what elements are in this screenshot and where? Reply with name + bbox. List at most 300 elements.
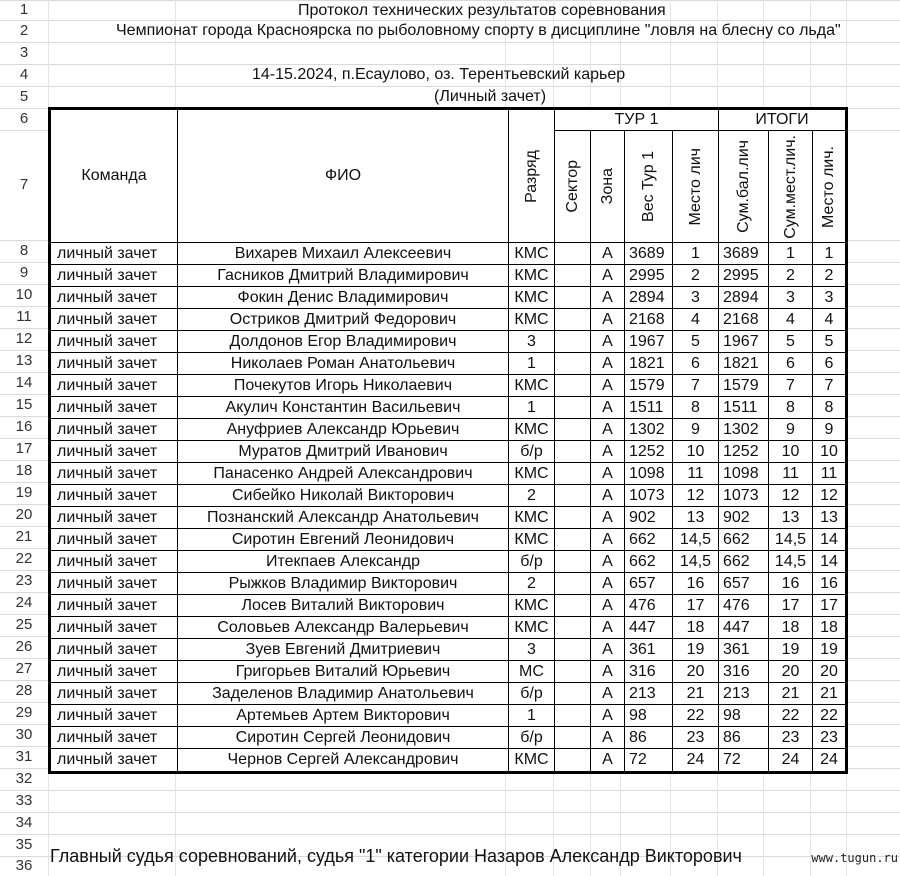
cell-fio[interactable]: Панасенко Андрей Александрович <box>178 463 509 485</box>
cell-fio[interactable]: Чернов Сергей Александрович <box>178 749 509 771</box>
row-number[interactable]: 24 <box>15 594 33 611</box>
cell-fio[interactable]: Артемьев Артем Викторович <box>178 705 509 727</box>
cell-place[interactable]: 8 <box>673 397 719 419</box>
cell-zone[interactable]: А <box>591 727 625 749</box>
cell-fio[interactable]: Сибейко Николай Викторович <box>178 485 509 507</box>
table-row <box>51 375 845 397</box>
cell-place[interactable]: 13 <box>673 507 719 529</box>
cell-team[interactable]: личный зачет <box>51 441 178 463</box>
cell-sum-places[interactable]: 23 <box>769 727 813 749</box>
table-row <box>51 265 845 287</box>
cell-fio[interactable]: Познанский Александр Анатольевич <box>178 507 509 529</box>
row-number[interactable]: 19 <box>15 484 33 501</box>
cell-team[interactable]: личный зачет <box>51 397 178 419</box>
cell-sum-points[interactable]: 476 <box>719 595 769 617</box>
cell-place[interactable]: 20 <box>673 661 719 683</box>
cell-fio[interactable]: Почекутов Игорь Николаевич <box>178 375 509 397</box>
row-number[interactable]: 3 <box>19 44 29 61</box>
cell-rank[interactable]: 3 <box>509 331 555 353</box>
cell-sector[interactable] <box>555 529 591 551</box>
cell-final[interactable]: 19 <box>813 639 845 661</box>
cell-team[interactable]: личный зачет <box>51 551 178 573</box>
cell-place[interactable]: 3 <box>673 287 719 309</box>
cell-final[interactable]: 10 <box>813 441 845 463</box>
cell-sum-places[interactable]: 13 <box>769 507 813 529</box>
cell-final[interactable]: 21 <box>813 683 845 705</box>
table-row <box>51 573 845 595</box>
cell-sum-places[interactable]: 3 <box>769 287 813 309</box>
cell-sum-points[interactable]: 1821 <box>719 353 769 375</box>
cell-sum-places[interactable]: 4 <box>769 309 813 331</box>
cell-final[interactable]: 16 <box>813 573 845 595</box>
row-number[interactable]: 33 <box>15 792 33 809</box>
cell-sum-points[interactable]: 1579 <box>719 375 769 397</box>
gridline-row <box>0 812 900 813</box>
cell-sum-points[interactable]: 657 <box>719 573 769 595</box>
cell-place[interactable]: 5 <box>673 331 719 353</box>
watermark: www.tugun.ru <box>811 851 898 865</box>
cell-rank[interactable]: КМС <box>509 463 555 485</box>
cell-team[interactable]: личный зачет <box>51 309 178 331</box>
cell-sum-points[interactable]: 2894 <box>719 287 769 309</box>
cell-sum-points[interactable]: 3689 <box>719 243 769 265</box>
cell-place[interactable]: 22 <box>673 705 719 727</box>
cell-fio[interactable]: Соловьев Александр Валерьевич <box>178 617 509 639</box>
cell-final[interactable]: 14 <box>813 529 845 551</box>
cell-sum-points[interactable]: 86 <box>719 727 769 749</box>
cell-weight[interactable]: 662 <box>625 529 673 551</box>
cell-rank[interactable]: КМС <box>509 749 555 771</box>
header-final-place: Место лич. <box>813 131 845 243</box>
cell-sum-places[interactable]: 12 <box>769 485 813 507</box>
row-number[interactable]: 27 <box>15 660 33 677</box>
cell-weight[interactable]: 1098 <box>625 463 673 485</box>
cell-final[interactable]: 18 <box>813 617 845 639</box>
cell-sum-points[interactable]: 1302 <box>719 419 769 441</box>
row-number[interactable]: 23 <box>15 572 33 589</box>
row-number[interactable]: 17 <box>15 440 33 457</box>
cell-place[interactable]: 6 <box>673 353 719 375</box>
cell-sum-places[interactable]: 24 <box>769 749 813 771</box>
row-number[interactable]: 22 <box>15 550 33 567</box>
cell-sector[interactable] <box>555 573 591 595</box>
cell-sector[interactable] <box>555 683 591 705</box>
header-fio: ФИО <box>178 110 509 243</box>
cell-rank[interactable]: КМС <box>509 507 555 529</box>
cell-rank[interactable]: КМС <box>509 529 555 551</box>
cell-rank[interactable]: КМС <box>509 617 555 639</box>
cell-final[interactable]: 3 <box>813 287 845 309</box>
cell-rank[interactable]: б/р <box>509 441 555 463</box>
header-place: Место лич <box>673 131 719 243</box>
cell-weight[interactable]: 662 <box>625 551 673 573</box>
cell-sector[interactable] <box>555 661 591 683</box>
cell-zone[interactable]: А <box>591 353 625 375</box>
row-number[interactable]: 32 <box>15 770 33 787</box>
cell-fio[interactable]: Акулич Константин Васильевич <box>178 397 509 419</box>
cell-sector[interactable] <box>555 331 591 353</box>
cell-team[interactable]: личный зачет <box>51 419 178 441</box>
row-number[interactable]: 13 <box>15 352 33 369</box>
cell-sum-places[interactable]: 2 <box>769 265 813 287</box>
cell-weight[interactable]: 2995 <box>625 265 673 287</box>
cell-rank[interactable]: 2 <box>509 485 555 507</box>
cell-zone[interactable]: А <box>591 529 625 551</box>
cell-weight[interactable]: 1073 <box>625 485 673 507</box>
cell-sector[interactable] <box>555 749 591 771</box>
cell-fio[interactable]: Заделенов Владимир Анатольевич <box>178 683 509 705</box>
row-number[interactable]: 6 <box>19 110 29 127</box>
row-number[interactable]: 36 <box>15 857 33 874</box>
cell-rank[interactable]: 1 <box>509 705 555 727</box>
cell-sum-places[interactable]: 20 <box>769 661 813 683</box>
cell-sector[interactable] <box>555 309 591 331</box>
cell-zone[interactable]: А <box>591 617 625 639</box>
row-number[interactable]: 9 <box>19 264 29 281</box>
cell-sector[interactable] <box>555 485 591 507</box>
cell-zone[interactable]: А <box>591 419 625 441</box>
cell-zone[interactable]: А <box>591 287 625 309</box>
cell-weight[interactable]: 1252 <box>625 441 673 463</box>
cell-place[interactable]: 11 <box>673 463 719 485</box>
cell-sum-points[interactable]: 1967 <box>719 331 769 353</box>
cell-rank[interactable]: 1 <box>509 397 555 419</box>
cell-final[interactable]: 17 <box>813 595 845 617</box>
cell-place[interactable]: 10 <box>673 441 719 463</box>
cell-sum-points[interactable]: 1098 <box>719 463 769 485</box>
cell-fio[interactable]: Рыжков Владимир Викторович <box>178 573 509 595</box>
cell-weight[interactable]: 213 <box>625 683 673 705</box>
cell-fio[interactable]: Лосев Виталий Викторович <box>178 595 509 617</box>
cell-rank[interactable]: 2 <box>509 573 555 595</box>
header-group-itogi: ИТОГИ <box>719 110 845 131</box>
row-number[interactable]: 25 <box>15 616 33 633</box>
cell-fio[interactable]: Зуев Евгений Дмитриевич <box>178 639 509 661</box>
cell-fio[interactable]: Ануфриев Александр Юрьевич <box>178 419 509 441</box>
cell-zone[interactable]: А <box>591 463 625 485</box>
row-number[interactable]: 21 <box>15 528 33 545</box>
cell-rank[interactable]: 3 <box>509 639 555 661</box>
cell-fio[interactable]: Итекпаев Александр <box>178 551 509 573</box>
cell-sector[interactable] <box>555 617 591 639</box>
cell-team[interactable]: личный зачет <box>51 507 178 529</box>
cell-rank[interactable]: КМС <box>509 419 555 441</box>
row-number[interactable]: 10 <box>15 286 33 303</box>
row-number[interactable]: 31 <box>15 748 33 765</box>
cell-weight[interactable]: 657 <box>625 573 673 595</box>
cell-team[interactable]: личный зачет <box>51 727 178 749</box>
cell-final[interactable]: 7 <box>813 375 845 397</box>
cell-sum-places[interactable]: 8 <box>769 397 813 419</box>
cell-weight[interactable]: 361 <box>625 639 673 661</box>
cell-team[interactable]: личный зачет <box>51 243 178 265</box>
cell-zone[interactable]: А <box>591 683 625 705</box>
cell-place[interactable]: 4 <box>673 309 719 331</box>
cell-sum-points[interactable]: 902 <box>719 507 769 529</box>
cell-final[interactable]: 11 <box>813 463 845 485</box>
cell-fio[interactable]: Остриков Дмитрий Федорович <box>178 309 509 331</box>
cell-rank[interactable]: КМС <box>509 287 555 309</box>
cell-sector[interactable] <box>555 243 591 265</box>
cell-zone[interactable]: А <box>591 595 625 617</box>
header-team: Команда <box>51 110 178 243</box>
cell-place[interactable]: 21 <box>673 683 719 705</box>
row-number[interactable]: 11 <box>16 308 32 325</box>
cell-fio[interactable]: Муратов Дмитрий Иванович <box>178 441 509 463</box>
cell-final[interactable]: 20 <box>813 661 845 683</box>
cell-final[interactable]: 12 <box>813 485 845 507</box>
cell-weight[interactable]: 98 <box>625 705 673 727</box>
cell-sector[interactable] <box>555 551 591 573</box>
row-number[interactable]: 34 <box>15 814 33 831</box>
cell-zone[interactable]: А <box>591 441 625 463</box>
cell-fio[interactable]: Николаев Роман Анатольевич <box>178 353 509 375</box>
row-number[interactable]: 8 <box>19 242 29 259</box>
cell-team[interactable]: личный зачет <box>51 705 178 727</box>
cell-zone[interactable]: А <box>591 507 625 529</box>
row-number[interactable]: 20 <box>15 506 33 523</box>
table-row <box>51 243 845 265</box>
cell-weight[interactable]: 3689 <box>625 243 673 265</box>
cell-final[interactable]: 24 <box>820 751 838 768</box>
cell-sum-places[interactable]: 5 <box>769 331 813 353</box>
cell-place[interactable]: 17 <box>673 595 719 617</box>
cell-team[interactable]: личный зачет <box>51 749 178 771</box>
cell-weight[interactable]: 72 <box>625 749 673 771</box>
table-row <box>51 397 845 419</box>
cell-sum-points[interactable]: 1073 <box>719 485 769 507</box>
cell-sum-places[interactable]: 21 <box>769 683 813 705</box>
cell-rank[interactable]: МС <box>509 661 555 683</box>
row-number[interactable]: 12 <box>15 330 33 347</box>
cell-sum-points[interactable]: 72 <box>719 749 769 771</box>
cell-team[interactable]: личный зачет <box>51 573 178 595</box>
cell-weight[interactable]: 1821 <box>625 353 673 375</box>
row-number[interactable]: 4 <box>19 66 29 83</box>
cell-final[interactable]: 2 <box>813 265 845 287</box>
header-rank: Разряд <box>509 110 555 243</box>
cell-sector[interactable] <box>555 287 591 309</box>
cell-sector[interactable] <box>555 419 591 441</box>
cell-weight[interactable]: 86 <box>625 727 673 749</box>
cell-zone[interactable]: А <box>591 705 625 727</box>
cell-team[interactable]: личный зачет <box>51 661 178 683</box>
row-number[interactable]: 30 <box>15 726 33 743</box>
cell-team[interactable]: личный зачет <box>51 331 178 353</box>
cell-place[interactable]: 18 <box>673 617 719 639</box>
cell-sector[interactable] <box>555 595 591 617</box>
cell-final[interactable]: 23 <box>813 727 845 749</box>
table-row <box>51 551 845 573</box>
cell-sum-places[interactable]: 14,5 <box>769 551 813 573</box>
cell-sum-points[interactable]: 361 <box>719 639 769 661</box>
cell-sum-places[interactable]: 18 <box>769 617 813 639</box>
cell-team[interactable]: личный зачет <box>51 463 178 485</box>
cell-final[interactable]: 4 <box>813 309 845 331</box>
cell-zone[interactable]: А <box>591 243 625 265</box>
cell-sum-points[interactable]: 447 <box>719 617 769 639</box>
cell-team[interactable]: личный зачет <box>51 595 178 617</box>
cell-fio[interactable]: Долдонов Егор Владимирович <box>178 331 509 353</box>
cell-sector[interactable] <box>555 705 591 727</box>
cell-sector[interactable] <box>555 397 591 419</box>
cell-final[interactable]: 22 <box>813 705 845 727</box>
header-sector: Сектор <box>555 131 591 243</box>
row-number[interactable]: 14 <box>15 374 33 391</box>
cell-sum-places[interactable]: 14,5 <box>769 529 813 551</box>
row-number[interactable]: 7 <box>19 176 29 193</box>
cell-sum-points[interactable]: 316 <box>719 661 769 683</box>
cell-rank[interactable]: б/р <box>509 727 555 749</box>
row-number[interactable]: 5 <box>19 88 29 105</box>
cell-sum-places[interactable]: 10 <box>769 441 813 463</box>
cell-sum-points[interactable]: 2995 <box>719 265 769 287</box>
cell-fio[interactable]: Вихарев Михаил Алексеевич <box>178 243 509 265</box>
cell-place[interactable]: 1 <box>673 243 719 265</box>
header-sum-points: Сум.бал.лич <box>719 131 769 243</box>
cell-sum-places[interactable]: 17 <box>769 595 813 617</box>
cell-zone[interactable]: А <box>591 309 625 331</box>
cell-zone[interactable]: А <box>591 331 625 353</box>
cell-sum-places[interactable]: 19 <box>769 639 813 661</box>
cell-final[interactable]: 9 <box>813 419 845 441</box>
cell-zone[interactable]: А <box>591 375 625 397</box>
cell-rank[interactable]: КМС <box>509 265 555 287</box>
cell-rank[interactable]: КМС <box>509 243 555 265</box>
cell-sector[interactable] <box>555 265 591 287</box>
cell-sum-places[interactable]: 22 <box>769 705 813 727</box>
cell-place[interactable]: 16 <box>673 573 719 595</box>
row-number[interactable]: 18 <box>15 462 33 479</box>
cell-rank[interactable]: КМС <box>509 375 555 397</box>
cell-sum-places[interactable]: 1 <box>769 243 813 265</box>
cell-team[interactable]: личный зачет <box>51 375 178 397</box>
cell-team[interactable]: личный зачет <box>51 353 178 375</box>
cell-place[interactable]: 24 <box>673 749 719 771</box>
cell-zone[interactable]: А <box>591 265 625 287</box>
cell-place[interactable]: 14,5 <box>673 551 719 573</box>
row-number[interactable]: 1 <box>19 1 29 18</box>
cell-weight[interactable]: 2894 <box>625 287 673 309</box>
cell-sum-points[interactable]: 1511 <box>719 397 769 419</box>
event-date-place: 14-15.2024, п.Есаулово, оз. Терентьевский карьер <box>252 66 626 83</box>
cell-place[interactable]: 23 <box>673 727 719 749</box>
cell-fio[interactable]: Сиротин Сергей Леонидович <box>178 727 509 749</box>
cell-team[interactable]: личный зачет <box>51 529 178 551</box>
table-row <box>51 705 845 727</box>
cell-place[interactable]: 2 <box>673 265 719 287</box>
cell-team[interactable]: личный зачет <box>51 683 178 705</box>
row-number[interactable]: 2 <box>19 22 29 39</box>
cell-weight[interactable]: 476 <box>625 595 673 617</box>
cell-final[interactable]: 5 <box>813 331 845 353</box>
row-number[interactable]: 16 <box>15 418 33 435</box>
cell-sum-points[interactable]: 2168 <box>719 309 769 331</box>
cell-weight[interactable]: 1302 <box>625 419 673 441</box>
cell-sum-places[interactable]: 9 <box>769 419 813 441</box>
table-row <box>51 331 845 353</box>
cell-sum-points[interactable]: 1252 <box>719 441 769 463</box>
cell-rank[interactable]: КМС <box>509 309 555 331</box>
cell-place[interactable]: 7 <box>673 375 719 397</box>
cell-sector[interactable] <box>555 727 591 749</box>
cell-team[interactable]: личный зачет <box>51 639 178 661</box>
cell-place[interactable]: 12 <box>673 485 719 507</box>
cell-sector[interactable] <box>555 639 591 661</box>
cell-weight[interactable]: 316 <box>625 661 673 683</box>
table-row <box>51 441 845 463</box>
cell-team[interactable]: личный зачет <box>51 287 178 309</box>
protocol-title: Протокол технических результатов соревнования <box>298 2 666 19</box>
cell-zone[interactable]: А <box>591 485 625 507</box>
cell-final[interactable]: 14 <box>813 551 845 573</box>
cell-weight[interactable]: 1511 <box>625 397 673 419</box>
row-number[interactable]: 35 <box>15 836 33 853</box>
cell-sector[interactable] <box>555 353 591 375</box>
row-number[interactable]: 26 <box>15 638 33 655</box>
cell-weight[interactable]: 1579 <box>625 375 673 397</box>
cell-team[interactable]: личный зачет <box>51 485 178 507</box>
cell-sum-points[interactable]: 98 <box>719 705 769 727</box>
cell-fio[interactable]: Фокин Денис Владимирович <box>178 287 509 309</box>
cell-place[interactable]: 14,5 <box>673 529 719 551</box>
cell-team[interactable]: личный зачет <box>51 617 178 639</box>
championship-title: Чемпионат города Красноярска по рыболовному спорту в дисциплине "ловля на блесну со льда" <box>116 22 841 39</box>
cell-sum-places[interactable]: 11 <box>769 463 813 485</box>
row-number[interactable]: 28 <box>15 682 33 699</box>
cell-weight[interactable]: 2168 <box>625 309 673 331</box>
cell-zone[interactable]: А <box>591 573 625 595</box>
cell-zone[interactable]: А <box>591 551 625 573</box>
cell-final[interactable]: 8 <box>813 397 845 419</box>
cell-zone[interactable]: А <box>591 639 625 661</box>
row-number[interactable]: 15 <box>15 396 33 413</box>
cell-rank[interactable]: б/р <box>509 683 555 705</box>
cell-sum-places[interactable]: 6 <box>769 353 813 375</box>
cell-sector[interactable] <box>555 463 591 485</box>
cell-weight[interactable]: 447 <box>625 617 673 639</box>
cell-final[interactable]: 1 <box>813 243 845 265</box>
cell-fio[interactable]: Григорьев Виталий Юрьевич <box>178 661 509 683</box>
cell-rank[interactable]: КМС <box>509 595 555 617</box>
cell-sum-places[interactable]: 7 <box>769 375 813 397</box>
cell-fio[interactable]: Сиротин Евгений Леонидович <box>178 529 509 551</box>
cell-sum-places[interactable]: 16 <box>769 573 813 595</box>
cell-fio[interactable]: Гасников Дмитрий Владимирович <box>178 265 509 287</box>
cell-final[interactable]: 6 <box>813 353 845 375</box>
table-row <box>51 309 845 331</box>
cell-zone[interactable]: А <box>591 397 625 419</box>
cell-rank[interactable]: 1 <box>509 353 555 375</box>
cell-team[interactable]: личный зачет <box>51 265 178 287</box>
cell-rank[interactable]: б/р <box>509 551 555 573</box>
cell-place[interactable]: 19 <box>673 639 719 661</box>
cell-final[interactable]: 13 <box>813 507 845 529</box>
cell-weight[interactable]: 902 <box>625 507 673 529</box>
cell-sum-points[interactable]: 662 <box>719 529 769 551</box>
cell-sector[interactable] <box>555 507 591 529</box>
cell-place[interactable]: 9 <box>673 419 719 441</box>
cell-zone[interactable]: А <box>591 749 625 771</box>
row-number[interactable]: 29 <box>15 704 33 721</box>
cell-zone[interactable]: А <box>591 661 625 683</box>
table-row <box>51 683 845 705</box>
cell-sector[interactable] <box>555 375 591 397</box>
cell-weight[interactable]: 1967 <box>625 331 673 353</box>
cell-sum-points[interactable]: 213 <box>719 683 769 705</box>
cell-sector[interactable] <box>555 441 591 463</box>
cell-sum-points[interactable]: 662 <box>719 551 769 573</box>
